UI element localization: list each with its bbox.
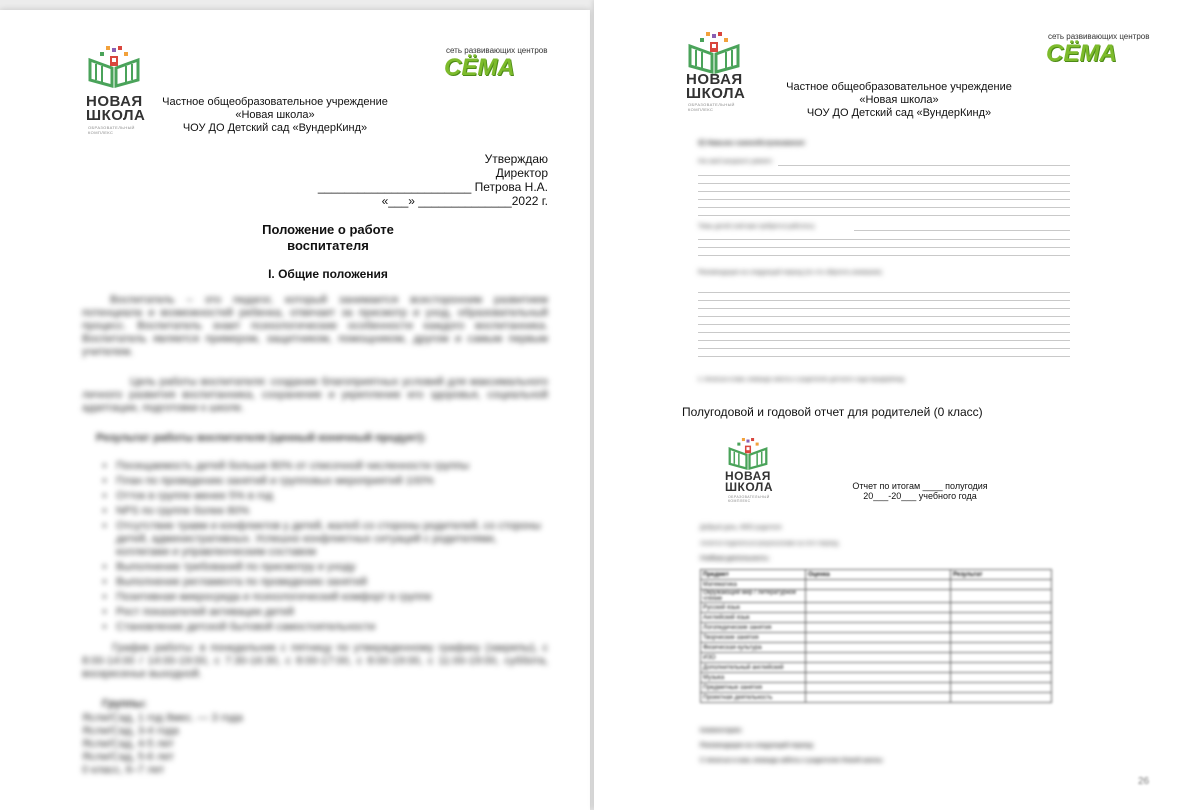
form-line bbox=[698, 215, 1070, 216]
report-title-line2: 20___-20___ учебного года bbox=[863, 491, 977, 501]
novaya-shkola-logo bbox=[725, 438, 778, 508]
logo-title-line2: ШКОЛА bbox=[725, 480, 774, 494]
form-line bbox=[698, 183, 1070, 184]
sema-tagline: сеть развивающих центров bbox=[446, 46, 548, 55]
blurred-label: На свой возраст умеет: bbox=[698, 158, 774, 165]
form-line bbox=[698, 239, 1070, 240]
list-item: 0 класс, 6–7 лет bbox=[82, 764, 165, 776]
table-header: Предмет bbox=[701, 570, 806, 580]
org-line2: «Новая школа» bbox=[235, 109, 315, 121]
book-icon bbox=[88, 46, 140, 88]
blurred-line: Учебная деятельность: bbox=[700, 556, 770, 562]
blurred-line: С печатью в вам, команда заботы о родителях Новой школы bbox=[700, 758, 883, 764]
logo-title-line2: ШКОЛА bbox=[686, 85, 746, 102]
blurred-paragraph-2: Цель работы воспитателя: создание благоприятных условий для максимального личного развития воспитанника, сохранение и укрепление его здоровья, социальной адаптации, подготовки к школе. bbox=[82, 376, 548, 414]
list-item: • Выполнение требований по присмотру и уходу bbox=[116, 561, 548, 574]
blurred-line: Добрый день, ФИО родителя bbox=[700, 525, 782, 531]
org-line1: Частное общеобразовательное учреждение bbox=[162, 96, 388, 108]
form-line bbox=[698, 332, 1070, 333]
table-row: ИЗО bbox=[701, 653, 1052, 663]
table-row: Творческие занятия bbox=[701, 633, 1052, 643]
table-row: Логопедические занятия bbox=[701, 623, 1052, 633]
table-row: Предметные занятия bbox=[701, 683, 1052, 693]
blurred-groups bbox=[82, 712, 382, 777]
sema-word: СЁМА bbox=[444, 54, 515, 81]
blurred-line: Комментарии: bbox=[700, 728, 743, 734]
novaya-shkola-logo bbox=[88, 46, 150, 136]
table-row: Дополнительный английский bbox=[701, 663, 1052, 673]
sema-logo bbox=[1042, 32, 1162, 72]
list-item: • Отсутствие травм и конфликтов у детей, жалоб со стороны родителей, со стороны детей, административных. Успешно конфликтных ситуаций с родителями, коллегами и управленческим составом bbox=[116, 520, 548, 559]
blurred-footer: С печатью в вам, команда заботы о родителях детского сада ВундерКинд bbox=[698, 377, 905, 383]
document-page-left bbox=[0, 10, 590, 810]
blurred-groups-title: Группы: bbox=[102, 698, 147, 710]
form-line bbox=[698, 207, 1070, 208]
table-header: Оценка bbox=[806, 570, 951, 580]
table-row: Математика bbox=[701, 580, 1052, 590]
logo-title-line2: ШКОЛА bbox=[86, 107, 146, 124]
form-line bbox=[698, 292, 1070, 293]
book-icon bbox=[728, 438, 768, 470]
list-item: Ясли/Сад, 1 год 8мес. — 3 года bbox=[82, 712, 243, 724]
section-heading: I. Общие положения bbox=[268, 267, 388, 281]
table-header: Результат bbox=[951, 570, 1052, 580]
list-item: • Позитивная микросреда и психологический комфорт в группе bbox=[116, 591, 548, 604]
blurred-bullet-list bbox=[98, 460, 548, 636]
sema-tagline: сеть развивающих центров bbox=[1048, 32, 1150, 41]
form-line bbox=[698, 191, 1070, 192]
blurred-paragraph-1: Воспитатель – это педагог, который занимается всесторонним развитием потенциала и возможностей ребенка, отвечает за присмотр и уход, образовательный процесс. Воспитатель знает психологические особенности каждого воспитанника. Воспитатель является примером, защитником, помощником, другом и самым первым учителем. bbox=[82, 294, 548, 358]
blurred-paragraph-3: График работы: в понедельник с пятницу по утвержденному графику (закрепы), с 8:00-14:00 / 14:00-19:00, с 7:30-16:30, с 8:00-17:00, с 8:00-19:00, с 11:00-19:00, суббота, воскресенье выходной. bbox=[82, 642, 548, 680]
document-page-right bbox=[594, 0, 1199, 810]
logo-subtitle: ОБРАЗОВАТЕЛЬНЫЙ КОМПЛЕКС bbox=[688, 102, 735, 112]
blurred-line: Хочется поделиться результатами за этот период. bbox=[700, 541, 840, 547]
table-row: Русский язык bbox=[701, 603, 1052, 613]
list-item: • План по проведению занятий и групповых мероприятий 100% bbox=[116, 475, 548, 488]
form-line bbox=[698, 340, 1070, 341]
blurred-heading: б) Навыки самообслуживания: bbox=[698, 140, 806, 147]
blurred-line: Рекомендации на следующий период: bbox=[700, 743, 815, 749]
doc-title-line1: Положение о работе bbox=[262, 222, 394, 237]
form-line bbox=[698, 324, 1070, 325]
page-number: 26 bbox=[1138, 776, 1150, 787]
org-line1: Частное общеобразовательное учреждение bbox=[786, 81, 1012, 93]
report-caption: Полугодовой и годовой отчет для родителей (0 класс) bbox=[682, 405, 983, 419]
logo-title-line1: НОВАЯ bbox=[86, 93, 143, 110]
form-line bbox=[698, 356, 1070, 357]
logo-subtitle: ОБРАЗОВАТЕЛЬНЫЙ КОМПЛЕКС bbox=[728, 495, 770, 503]
list-item: • Отток в группе менее 5% в год bbox=[116, 490, 548, 503]
list-item: Ясли/Сад, 3-4 года bbox=[82, 725, 179, 737]
form-line bbox=[698, 348, 1070, 349]
list-item: • Становление детской бытовой самостоятельности bbox=[116, 621, 548, 634]
blurred-heading: Результат работы воспитателя (ценный конечный продукт): bbox=[96, 432, 427, 444]
form-line bbox=[778, 165, 1070, 166]
book-icon bbox=[688, 32, 740, 74]
org-line3: ЧОУ ДО Детский сад «ВундерКинд» bbox=[182, 122, 368, 134]
list-item: • NPS по группе более 80% bbox=[116, 505, 548, 518]
form-line bbox=[698, 316, 1070, 317]
form-line bbox=[698, 308, 1070, 309]
table-row: Английский язык bbox=[701, 613, 1052, 623]
list-item: • Рост показателей активации детей bbox=[116, 606, 548, 619]
approve-line3: _______________________ Петрова Н.А. bbox=[317, 180, 548, 194]
table-row: Физическая культура bbox=[701, 643, 1052, 653]
list-item: • Выполнение регламента по проведению занятий bbox=[116, 576, 548, 589]
sema-logo bbox=[440, 46, 560, 86]
approve-line4: «___» ______________2022 г. bbox=[381, 194, 548, 208]
blurred-label: Темы детей (чей вам требуется работать) bbox=[698, 224, 815, 230]
list-item: Ясли/Сад, 4-5 лет bbox=[82, 738, 174, 750]
sema-word: СЁМА bbox=[1046, 40, 1117, 67]
report-table bbox=[700, 569, 1052, 703]
form-line bbox=[698, 175, 1070, 176]
form-line bbox=[698, 199, 1070, 200]
table-row: Окружающий мир / литературное чтение bbox=[701, 590, 1052, 603]
blurred-label: Рекомендации на следующий период (по что обратить внимание) bbox=[698, 270, 882, 276]
form-line bbox=[698, 300, 1070, 301]
doc-title-line2: воспитателя bbox=[287, 238, 369, 253]
form-line bbox=[698, 247, 1070, 248]
form-line bbox=[698, 255, 1070, 256]
table-row: Музыка bbox=[701, 673, 1052, 683]
logo-subtitle: ОБРАЗОВАТЕЛЬНЫЙ КОМПЛЕКС bbox=[88, 125, 135, 135]
logo-title-line1: НОВАЯ bbox=[686, 71, 743, 88]
table-row: Проектная деятельность bbox=[701, 693, 1052, 703]
list-item: • Посещаемость детей больше 80% от списочной численности группы bbox=[116, 460, 548, 473]
approve-line2: Директор bbox=[495, 166, 548, 180]
org-line2: «Новая школа» bbox=[859, 94, 939, 106]
novaya-shkola-logo bbox=[688, 32, 750, 122]
logo-title-line1: НОВАЯ bbox=[725, 469, 771, 483]
list-item: Ясли/Сад, 5-6 лет bbox=[82, 751, 174, 763]
org-line3: ЧОУ ДО Детский сад «ВундерКинд» bbox=[806, 107, 992, 119]
form-line bbox=[854, 230, 1070, 231]
report-title-line1: Отчет по итогам ____ полугодия bbox=[852, 481, 988, 491]
approve-line1: Утверждаю bbox=[484, 152, 548, 166]
